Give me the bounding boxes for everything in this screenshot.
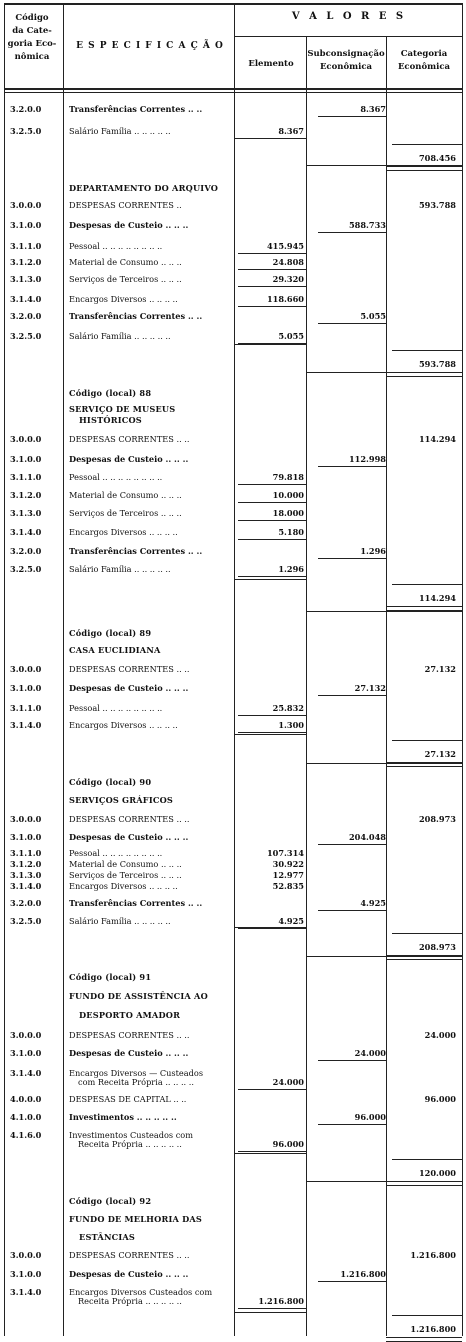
row-code: 3.0.0.0 bbox=[10, 200, 42, 210]
subconsignacao-value: 1.216.800 bbox=[340, 1269, 386, 1279]
row-specification: Serviços de Terceiros .. .. .. bbox=[69, 274, 182, 284]
row-code: 3.1.4.0 bbox=[10, 1068, 42, 1078]
section-close-rule bbox=[234, 1153, 306, 1154]
elemento-value: 5.055 bbox=[278, 331, 304, 341]
categoria-value: 593.788 bbox=[418, 359, 456, 369]
row-code: 3.2.5.0 bbox=[10, 916, 42, 926]
row-code: 3.1.4.0 bbox=[10, 294, 42, 304]
category-total-top-rule bbox=[392, 584, 462, 585]
elemento-underline bbox=[238, 502, 306, 503]
elemento-value: 118.660 bbox=[266, 294, 304, 304]
subconsignacao-value: 96.000 bbox=[354, 1112, 386, 1122]
elemento-underline bbox=[238, 576, 306, 577]
categoria-value: 27.132 bbox=[424, 749, 456, 759]
categoria-value: 24.000 bbox=[424, 1030, 456, 1040]
header-valores-rule bbox=[234, 36, 462, 37]
subconsignacao-value: 1.296 bbox=[360, 546, 386, 556]
row-code: 4.1.0.0 bbox=[10, 1112, 42, 1122]
row-specification: Material de Consumo .. .. .. bbox=[69, 257, 182, 267]
subconsignacao-value: 112.998 bbox=[348, 454, 386, 464]
subconsignacao-underline bbox=[318, 232, 386, 233]
row-code: 3.1.1.0 bbox=[10, 472, 42, 482]
row-specification: DESPESAS CORRENTES .. .. bbox=[69, 814, 190, 824]
elemento-value: 30.922 bbox=[272, 859, 304, 869]
elemento-value: 1.296 bbox=[278, 564, 304, 574]
category-total-top-rule bbox=[392, 144, 462, 145]
elemento-underline bbox=[238, 484, 306, 485]
section-heading: Código (local) 88 bbox=[69, 388, 152, 398]
row-specification-continued: Receita Própria .. .. .. .. .. bbox=[78, 1139, 182, 1149]
elemento-value: 24.808 bbox=[272, 257, 304, 267]
section-separator-rule bbox=[306, 763, 462, 764]
header-top-rule bbox=[4, 3, 462, 5]
row-specification: DESPESAS DE CAPITAL .. .. bbox=[69, 1094, 187, 1104]
row-code: 3.1.3.0 bbox=[10, 508, 42, 518]
row-specification: DESPESAS CORRENTES .. .. bbox=[69, 664, 190, 674]
subconsignacao-value: 24.000 bbox=[354, 1048, 386, 1058]
column-rule bbox=[4, 3, 5, 1336]
subconsignacao-value: 5.055 bbox=[360, 311, 386, 321]
row-code: 3.1.4.0 bbox=[10, 720, 42, 730]
elemento-value: 79.818 bbox=[272, 472, 304, 482]
row-specification: Salário Família .. .. .. .. .. bbox=[69, 916, 171, 926]
row-code: 3.0.0.0 bbox=[10, 1250, 42, 1260]
row-specification: Despesas de Custeio .. .. .. bbox=[69, 832, 189, 842]
subconsignacao-underline bbox=[318, 1060, 386, 1061]
section-heading: ESTÂNCIAS bbox=[79, 1232, 136, 1242]
section-heading: Código (local) 90 bbox=[69, 777, 152, 787]
row-specification: Despesas de Custeio .. .. .. bbox=[69, 1269, 189, 1279]
row-code: 3.1.0.0 bbox=[10, 832, 42, 842]
subconsignacao-value: 8.367 bbox=[360, 104, 386, 114]
elemento-underline bbox=[238, 715, 306, 716]
row-code: 3.2.5.0 bbox=[10, 331, 42, 341]
row-specification: Pessoal .. .. .. .. .. .. .. .. bbox=[69, 703, 163, 713]
row-code: 3.1.1.0 bbox=[10, 703, 42, 713]
section-close-rule bbox=[234, 927, 306, 928]
row-code: 3.2.0.0 bbox=[10, 104, 42, 114]
row-code: 3.1.1.0 bbox=[10, 848, 42, 858]
row-code: 3.1.2.0 bbox=[10, 859, 42, 869]
subconsignacao-underline bbox=[318, 695, 386, 696]
elemento-value: 10.000 bbox=[272, 490, 304, 500]
elemento-value: 1.300 bbox=[278, 720, 304, 730]
elemento-value: 5.180 bbox=[278, 527, 304, 537]
column-rule bbox=[306, 36, 307, 1336]
elemento-value: 52.835 bbox=[272, 881, 304, 891]
header-bottom-rule-2 bbox=[4, 92, 462, 93]
row-specification-continued: com Receita Própria .. .. .. .. bbox=[78, 1077, 194, 1087]
subconsignacao-underline bbox=[318, 116, 386, 117]
section-close-rule bbox=[234, 344, 306, 345]
header-subconsignacao bbox=[306, 48, 386, 74]
elemento-value: 415.945 bbox=[266, 241, 304, 251]
row-code: 3.1.0.0 bbox=[10, 454, 42, 464]
elemento-value: 96.000 bbox=[272, 1139, 304, 1149]
header-categoria-line: Categoria bbox=[400, 49, 448, 59]
elemento-value: 29.320 bbox=[272, 274, 304, 284]
row-specification: Material de Consumo .. .. .. bbox=[69, 859, 182, 869]
row-specification: Investimentos Custeados com bbox=[69, 1130, 194, 1140]
row-specification: Pessoal .. .. .. .. .. .. .. .. bbox=[69, 472, 163, 482]
elemento-underline bbox=[238, 539, 306, 540]
category-total-top-rule bbox=[392, 1315, 462, 1316]
categoria-value: 27.132 bbox=[424, 664, 456, 674]
category-total-top-rule bbox=[392, 1159, 462, 1160]
categoria-value: 208.973 bbox=[418, 942, 456, 952]
categoria-value: 114.294 bbox=[418, 593, 456, 603]
row-specification: DESPESAS CORRENTES .. .. bbox=[69, 1250, 190, 1260]
column-rule bbox=[386, 36, 387, 1336]
column-rule bbox=[63, 3, 64, 1336]
elemento-value: 18.000 bbox=[272, 508, 304, 518]
subconsignacao-value: 27.132 bbox=[354, 683, 386, 693]
section-heading: SERVIÇOS GRÁFICOS bbox=[69, 795, 174, 805]
row-specification: Salário Família .. .. .. .. .. bbox=[69, 564, 171, 574]
row-code: 3.1.4.0 bbox=[10, 1287, 42, 1297]
row-code: 3.1.4.0 bbox=[10, 527, 42, 537]
row-specification: DESPESAS CORRENTES .. .. bbox=[69, 434, 190, 444]
row-code: 3.1.4.0 bbox=[10, 881, 42, 891]
categoria-value: 1.216.800 bbox=[410, 1324, 456, 1334]
section-separator-rule bbox=[306, 1181, 462, 1182]
elemento-underline bbox=[238, 286, 306, 287]
row-specification: Encargos Diversos .. .. .. .. bbox=[69, 720, 178, 730]
header-subconsignacao-line: Subconsignação bbox=[307, 49, 385, 59]
row-code: 3.2.5.0 bbox=[10, 564, 42, 574]
categoria-value: 114.294 bbox=[418, 434, 456, 444]
elemento-underline bbox=[238, 520, 306, 521]
section-separator-rule bbox=[306, 956, 462, 957]
column-rule bbox=[234, 3, 235, 1336]
subconsignacao-underline bbox=[318, 844, 386, 845]
section-close-rule bbox=[234, 138, 306, 139]
row-specification: Serviços de Terceiros .. .. .. bbox=[69, 508, 182, 518]
category-total-rule bbox=[386, 1337, 462, 1338]
row-code: 3.1.2.0 bbox=[10, 490, 42, 500]
elemento-value: 4.925 bbox=[278, 916, 304, 926]
row-specification: Transferências Correntes .. .. bbox=[69, 311, 203, 321]
row-code: 3.2.0.0 bbox=[10, 311, 42, 321]
section-heading: Código (local) 91 bbox=[69, 972, 152, 982]
row-specification: Despesas de Custeio .. .. .. bbox=[69, 220, 189, 230]
elemento-value: 24.000 bbox=[272, 1077, 304, 1087]
column-rule bbox=[462, 3, 463, 1336]
header-valores: V A L O R E S bbox=[291, 11, 407, 22]
row-code: 3.2.0.0 bbox=[10, 898, 42, 908]
categoria-value: 708.456 bbox=[418, 153, 456, 163]
row-specification: Despesas de Custeio .. .. .. bbox=[69, 1048, 189, 1058]
row-code: 3.1.1.0 bbox=[10, 241, 42, 251]
header-code-column bbox=[6, 12, 58, 64]
category-total-rule-double bbox=[386, 959, 462, 960]
header-code-line: nômica bbox=[14, 52, 50, 62]
section-separator-rule bbox=[306, 372, 462, 373]
header-code-line: Código bbox=[15, 13, 49, 23]
row-specification-continued: Receita Própria .. .. .. .. .. bbox=[78, 1296, 182, 1306]
category-total-rule-double bbox=[386, 1185, 462, 1186]
elemento-value: 1.216.800 bbox=[258, 1296, 304, 1306]
elemento-underline bbox=[238, 1151, 306, 1152]
section-close-rule bbox=[234, 1312, 306, 1313]
categoria-value: 96.000 bbox=[424, 1094, 456, 1104]
subconsignacao-value: 588.733 bbox=[348, 220, 386, 230]
section-close-rule bbox=[234, 734, 306, 735]
elemento-value: 107.314 bbox=[266, 848, 304, 858]
row-code: 3.1.0.0 bbox=[10, 1048, 42, 1058]
row-code: 3.1.0.0 bbox=[10, 683, 42, 693]
row-specification: Investimentos .. .. .. .. .. bbox=[69, 1112, 177, 1122]
section-heading: SERVIÇO DE MUSEUS bbox=[69, 404, 176, 414]
subconsignacao-value: 204.048 bbox=[348, 832, 386, 842]
row-code: 3.0.0.0 bbox=[10, 814, 42, 824]
row-code: 3.1.0.0 bbox=[10, 1269, 42, 1279]
row-specification: Despesas de Custeio .. .. .. bbox=[69, 454, 189, 464]
elemento-underline bbox=[238, 928, 306, 929]
row-specification: Despesas de Custeio .. .. .. bbox=[69, 683, 189, 693]
section-heading: FUNDO DE ASSISTÊNCIA AO bbox=[69, 991, 208, 1001]
row-specification: Pessoal .. .. .. .. .. .. .. .. bbox=[69, 241, 163, 251]
section-close-rule bbox=[234, 579, 306, 580]
row-code: 4.0.0.0 bbox=[10, 1094, 42, 1104]
row-specification: Serviços de Terceiros .. .. .. bbox=[69, 870, 182, 880]
row-code: 3.0.0.0 bbox=[10, 664, 42, 674]
section-heading: Código (local) 92 bbox=[69, 1196, 152, 1206]
category-total-rule-double bbox=[386, 766, 462, 767]
row-specification: Pessoal .. .. .. .. .. .. .. .. bbox=[69, 848, 163, 858]
row-specification: DESPESAS CORRENTES .. .. bbox=[69, 1030, 190, 1040]
row-specification: Transferências Correntes .. .. bbox=[69, 898, 203, 908]
section-heading: CASA EUCLIDIANA bbox=[69, 645, 161, 655]
row-code: 3.0.0.0 bbox=[10, 1030, 42, 1040]
category-total-rule bbox=[386, 166, 462, 167]
categoria-value: 593.788 bbox=[418, 200, 456, 210]
subconsignacao-underline bbox=[318, 1281, 386, 1282]
subconsignacao-value: 4.925 bbox=[360, 898, 386, 908]
elemento-value: 12.977 bbox=[272, 870, 304, 880]
category-total-top-rule bbox=[392, 350, 462, 351]
elemento-value: 25.832 bbox=[272, 703, 304, 713]
section-separator-rule bbox=[306, 611, 462, 612]
row-specification: Encargos Diversos .. .. .. .. bbox=[69, 881, 178, 891]
row-code: 3.2.0.0 bbox=[10, 546, 42, 556]
category-total-rule bbox=[386, 606, 462, 607]
row-specification: Material de Consumo .. .. .. bbox=[69, 490, 182, 500]
section-heading: DESPORTO AMADOR bbox=[79, 1010, 181, 1020]
header-elemento: Elemento bbox=[248, 59, 294, 69]
row-code: 3.2.5.0 bbox=[10, 126, 42, 136]
header-code-line: goria Eco- bbox=[7, 39, 57, 49]
header-subconsignacao-line: Econômica bbox=[319, 62, 373, 72]
elemento-underline bbox=[238, 732, 306, 733]
elemento-underline bbox=[238, 1089, 306, 1090]
header-bottom-rule bbox=[4, 88, 462, 90]
subconsignacao-underline bbox=[318, 910, 386, 911]
section-separator-rule bbox=[306, 165, 462, 166]
row-specification: Transferências Correntes .. .. bbox=[69, 546, 203, 556]
subconsignacao-underline bbox=[318, 323, 386, 324]
category-total-top-rule bbox=[392, 933, 462, 934]
section-heading: Código (local) 89 bbox=[69, 628, 152, 638]
elemento-underline bbox=[238, 306, 306, 307]
row-code: 3.1.0.0 bbox=[10, 220, 42, 230]
row-code: 3.0.0.0 bbox=[10, 434, 42, 444]
elemento-value: 8.367 bbox=[278, 126, 304, 136]
row-code: 3.1.3.0 bbox=[10, 274, 42, 284]
row-specification: Encargos Diversos .. .. .. .. bbox=[69, 294, 178, 304]
row-specification: Encargos Diversos — Custeados bbox=[69, 1068, 204, 1078]
elemento-underline bbox=[238, 1308, 306, 1309]
section-heading: FUNDO DE MELHORIA DAS bbox=[69, 1214, 203, 1224]
header-code-line: da Cate- bbox=[12, 26, 52, 36]
row-specification: Encargos Diversos .. .. .. .. bbox=[69, 527, 178, 537]
subconsignacao-underline bbox=[318, 1124, 386, 1125]
subconsignacao-underline bbox=[318, 466, 386, 467]
row-specification: Transferências Correntes .. .. bbox=[69, 104, 203, 114]
section-heading: DEPARTAMENTO DO ARQUIVO bbox=[69, 183, 219, 193]
subconsignacao-underline bbox=[318, 558, 386, 559]
row-code: 4.1.6.0 bbox=[10, 1130, 42, 1140]
categoria-value: 120.000 bbox=[418, 1168, 456, 1178]
header-categoria-line: Econômica bbox=[397, 62, 451, 72]
row-code: 3.1.3.0 bbox=[10, 870, 42, 880]
row-specification: Salário Família .. .. .. .. .. bbox=[69, 331, 171, 341]
category-total-rule-double bbox=[386, 376, 462, 377]
category-total-rule-double bbox=[386, 170, 462, 171]
category-total-top-rule bbox=[392, 740, 462, 741]
row-specification: DESPESAS CORRENTES .. bbox=[69, 200, 182, 210]
elemento-underline bbox=[238, 269, 306, 270]
row-specification: Encargos Diversos Custeados com bbox=[69, 1287, 213, 1297]
categoria-value: 208.973 bbox=[418, 814, 456, 824]
header-specification: E S P E C I F I C A Ç Ã O bbox=[76, 41, 224, 51]
row-specification: Salário Família .. .. .. .. .. bbox=[69, 126, 171, 136]
categoria-value: 1.216.800 bbox=[410, 1250, 456, 1260]
section-heading: HISTÓRICOS bbox=[79, 415, 142, 425]
header-categoria bbox=[386, 48, 462, 74]
row-code: 3.1.2.0 bbox=[10, 257, 42, 267]
elemento-underline bbox=[238, 253, 306, 254]
